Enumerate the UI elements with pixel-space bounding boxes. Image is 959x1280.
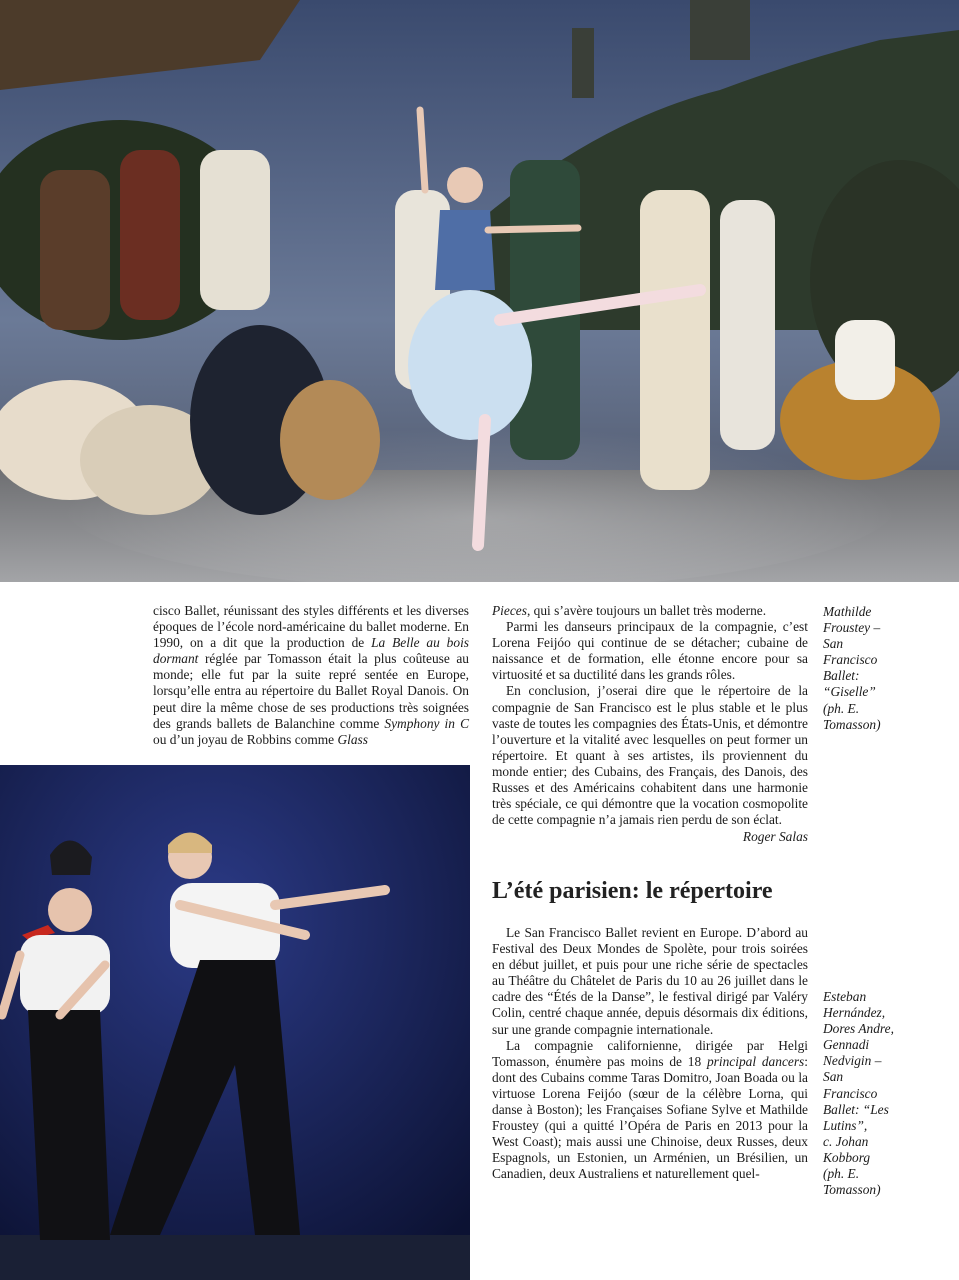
paragraph: Le San Francisco Ballet revient en Europe. D’abord au Festival des Deux Mondes de Spolète, pour trois soirées en début juillet, et puis pour une riche série de spectacles au Théâtre du Châtelet de Paris du 10 au 26 juillet dans le cadre des “Étés de la Danse”, le festival dirigé par Valéry Colin, centré chaque année, depuis désormais dix éditions, sur une grande compagnie internationale. (492, 925, 808, 1037)
article2-heading: L’été parisien: le répertoire (492, 878, 773, 904)
article1-column-left (153, 603, 469, 748)
paragraph: Parmi les danseurs principaux de la compagnie, c’est Lorena Feijóo qui continue de se détacher; cubaine de naissance et de formation, elle étonne encore pour sa virtuosité et sa ductilité dans les grands rôles. (492, 619, 808, 683)
photo-caption-giselle: Mathilde Froustey – San Francisco Ballet: “Giselle” (ph. E. Tomasson) (823, 604, 881, 732)
author-signature: Roger Salas (742, 829, 808, 845)
paragraph: La compagnie californienne, dirigée par Helgi Tomasson, énumère pas moins de 18 principal dancers: dont des Cubains comme Taras Domitro, Joan Boada ou la virtuose Lorena Feijóo (sœur de la célèbre Lorna, qui danse à Boston); les Françaises Sofiane Sylve et Mathilde Froustey (qui a quitté l’Opéra de Paris en 2013 pour la West Coast); mais aussi une Chinoise, deux Russes, deux Espagnols, un Estonien, un Arménien, un Brésilien, un Canadien, deux Australiens et naturellement quel- (492, 1037, 808, 1182)
paragraph: Pieces, qui s’avère toujours un ballet très moderne. (492, 603, 767, 618)
article1-column-right (492, 603, 808, 845)
paragraph: En conclusion, j’oserai dire que le répertoire de la compagnie de San Francisco est le plus stable et le plus vaste de toutes les compagnies des États-Unis, et démontre l’ouverture et la vitalité avec lesquelles on peut former un répertoire. Et quant à ses artistes, ils proviennent du monde entier; des Cubains, des Français, des Danois, des Russes et des Américains cohabitent dans une harmonie très spéciale, ce qui démontre que la vocation cosmopolite de cette compagnie n’a jamais rien perdu de son éclat. (492, 683, 808, 828)
giselle-photo (0, 0, 959, 582)
les-lutins-photo (0, 765, 470, 1280)
paragraph: cisco Ballet, réunissant des styles différents et les diverses époques de l’école nord-américaine du ballet moderne. En 1990, on a dit que la production de La Belle au bois dormant réglée par Tomasson était la plus coûteuse au monde; elle fut par la suite repré sentée en Europe, lorsqu’elle entra au répertoire du Ballet Royal Danois. On peut dire la même chose de ses productions très soignées des grands ballets de Balanchine comme Symphony in C ou d’un joyau de Robbins comme Glass (153, 603, 470, 747)
photo-caption-les-lutins: Esteban Hernández, Dores Andre, Gennadi Nedvigin – San Francisco Ballet: “Les Lutins”, c. Johan Kobborg (ph. E. Tomasson) (823, 989, 894, 1198)
article2-body (492, 925, 808, 1183)
